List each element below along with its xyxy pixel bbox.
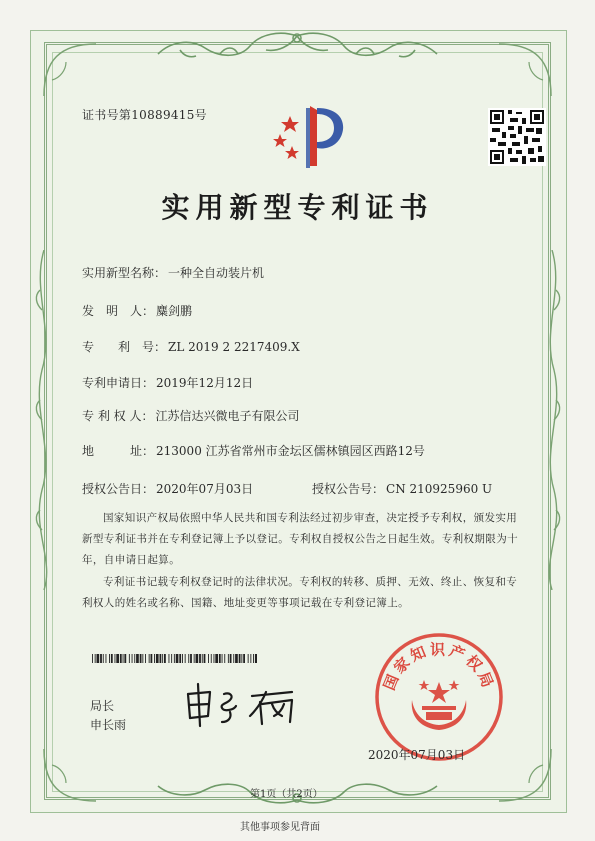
field-grant-date [82, 480, 253, 497]
official-seal-icon [372, 630, 506, 764]
barcode-bar [219, 654, 221, 663]
field-label: 专利申请日： [82, 376, 155, 390]
barcode-icon [92, 654, 257, 663]
paragraph-grant-statement: 国家知识产权局依照中华人民共和国专利法经过初步审查，决定授予专利权，颁发实用新型专利证书并在专利登记簿上予以登记。专利权自授权公告之日起生效。专利权期限为十年，自申请日起算。 [82, 512, 518, 566]
corner-ornament-icon [40, 745, 100, 805]
barcode-bar [140, 654, 142, 663]
field-utility-model-name [82, 264, 264, 281]
barcode-bar [164, 654, 166, 663]
barcode-bar [134, 654, 135, 663]
signatory-role: 局长 [90, 699, 115, 713]
barcode-bar [97, 654, 100, 663]
field-value: 江苏信达兴微电子有限公司 [155, 409, 300, 423]
barcode-bar [129, 654, 130, 663]
field-label: 专 利 权 人： [82, 409, 154, 423]
field-label: 地 址： [82, 444, 155, 458]
barcode-bar [194, 654, 195, 663]
barcode-bar [204, 654, 206, 663]
field-value: 一种全自动装片机 [168, 266, 265, 280]
barcode-bar [136, 654, 139, 663]
field-value: 2020年07月03日 [156, 482, 254, 496]
barcode-bar [100, 654, 102, 663]
svg-text:国家知识产权局: 国家知识产权局 [380, 640, 498, 693]
barcode-bar [156, 654, 159, 663]
corner-ornament-icon [40, 40, 100, 100]
barcode-bar [149, 654, 150, 663]
barcode-bar [202, 654, 203, 663]
barcode-bar [123, 654, 124, 663]
footer-note: 其他事项参见背面 [240, 822, 320, 833]
barcode-bar [228, 654, 229, 663]
barcode-bar [92, 654, 93, 663]
field-value: ZL 2019 2 2217409.X [168, 340, 300, 354]
signatory-name: 申长雨 [90, 718, 127, 732]
barcode-bar [208, 654, 209, 663]
barcode-bar [103, 654, 104, 663]
field-patent-number [82, 338, 300, 355]
barcode-bar [211, 654, 212, 663]
barcode-bar [116, 654, 119, 663]
barcode-bar [241, 654, 242, 663]
barcode-bar [132, 654, 133, 663]
barcode-bar [239, 654, 241, 663]
field-inventor [82, 302, 192, 319]
barcode-bar [151, 654, 153, 663]
barcode-bar [111, 654, 113, 663]
barcode-bar [199, 654, 201, 663]
barcode-bar [176, 654, 179, 663]
paragraph-legal-status: 专利证书记载专利权登记时的法律状况。专利权的转移、质押、无效、终止、恢复和专利权人的姓名或名称、国籍、地址变更等事项记载在专利登记簿上。 [82, 576, 518, 609]
field-value: CN 210925960 U [386, 482, 493, 496]
barcode-bar [253, 654, 254, 663]
barcode-bar [95, 654, 96, 663]
seal-date: 2020年07月03日 [368, 748, 466, 762]
field-label: 实用新型名称： [82, 266, 167, 280]
right-ornament-icon [540, 250, 568, 590]
barcode-bar [224, 654, 225, 663]
field-value: 麋剑鹏 [156, 304, 193, 318]
barcode-bar [109, 654, 110, 663]
field-value: 213000 江苏省常州市金坛区儒林镇园区西路12号 [156, 444, 425, 458]
barcode-bar [233, 654, 234, 663]
barcode-bar [196, 654, 199, 663]
field-label: 授权公告号： [312, 482, 385, 496]
field-label: 专 利 号： [82, 340, 167, 354]
barcode-bar [222, 654, 223, 663]
qr-code-icon [488, 108, 546, 166]
barcode-bar [215, 654, 218, 663]
field-label: 授权公告日： [82, 482, 155, 496]
barcode-bar [106, 654, 107, 663]
field-address [82, 442, 425, 459]
field-label: 发 明 人： [82, 304, 155, 318]
field-grant-number [312, 480, 492, 497]
barcode-bar [171, 654, 172, 663]
barcode-bar [235, 654, 238, 663]
barcode-bar [160, 654, 162, 663]
barcode-bar [145, 654, 146, 663]
barcode-bar [120, 654, 122, 663]
corner-ornament-icon [495, 40, 555, 100]
barcode-bar [255, 654, 257, 663]
handwritten-signature-icon [180, 680, 310, 730]
barcode-bar [250, 654, 251, 663]
barcode-bar [169, 654, 170, 663]
barcode-bar [162, 654, 163, 663]
barcode-bar [142, 654, 143, 663]
left-ornament-icon [28, 250, 56, 590]
barcode-bar [154, 654, 155, 663]
top-ornament-icon [150, 28, 445, 78]
barcode-bar [185, 654, 186, 663]
barcode-bar [190, 654, 192, 663]
barcode-bar [124, 654, 126, 663]
cnipa-logo-icon [270, 96, 350, 176]
barcode-bar [248, 654, 249, 663]
certificate-title: 实用新型专利证书 [161, 191, 434, 224]
barcode-bar [174, 654, 175, 663]
page-number: 第1页（共2页） [250, 789, 323, 800]
barcode-bar [182, 654, 183, 663]
certificate-number: 证书号第10889415号 [82, 108, 207, 122]
field-value: 2019年12月12日 [156, 376, 254, 390]
field-patentee [82, 407, 299, 424]
barcode-bar [179, 654, 181, 663]
barcode-bar [188, 654, 189, 663]
barcode-bar [243, 654, 245, 663]
field-filing-date [82, 374, 253, 391]
barcode-bar [230, 654, 232, 663]
barcode-bar [214, 654, 215, 663]
barcode-bar [115, 654, 116, 663]
